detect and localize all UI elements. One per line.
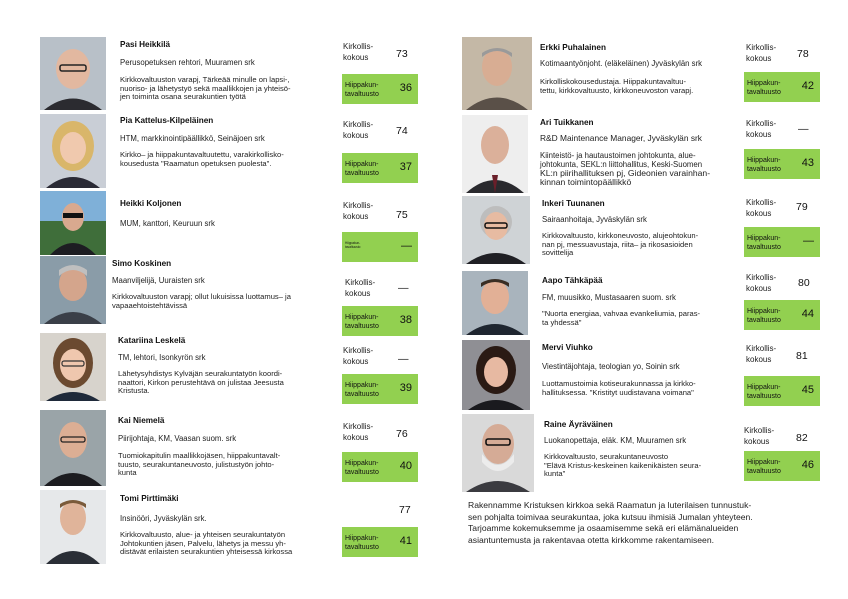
kirkolliskokous-label bbox=[744, 426, 774, 447]
hiippakuntavaltuusto-label bbox=[345, 534, 379, 552]
candidate-role: Perusopetuksen rehtori, Muuramen srk bbox=[120, 58, 255, 67]
hiippakuntavaltuusto-label bbox=[345, 81, 379, 99]
candidate-photo bbox=[462, 271, 528, 335]
label-line: kokous bbox=[343, 432, 369, 442]
candidate-card bbox=[40, 333, 420, 405]
desc-line: tuusto, seurakuntaneuvosto, julistustyön johto- bbox=[118, 459, 275, 469]
hiippakuntavaltuusto-label bbox=[747, 79, 781, 97]
candidate-photo bbox=[40, 191, 106, 255]
kirkolliskokous-label bbox=[343, 42, 373, 63]
candidate-name: Heikki Koljonen bbox=[120, 199, 182, 208]
desc-line: ta yhdessä" bbox=[542, 317, 582, 327]
label-line: kokous bbox=[343, 130, 369, 140]
label-line: Hiippakun- bbox=[747, 384, 781, 391]
kirkolliskokous-number: 75 bbox=[396, 209, 408, 221]
label-line: Kirkollis- bbox=[746, 198, 777, 207]
label-line: Hiippakun- bbox=[345, 314, 379, 321]
label-line: kokous bbox=[343, 52, 369, 62]
label-line: tavaltuusto bbox=[345, 170, 379, 177]
hiippakuntavaltuusto-label bbox=[747, 458, 781, 476]
candidate-photo bbox=[40, 114, 106, 188]
desc-line: hallituksessa. "Kristityt uudistavana voimana" bbox=[542, 387, 694, 397]
hiippakuntavaltuusto-box bbox=[744, 300, 820, 330]
desc-line: jen toiminta osana seurakuntien työtä bbox=[120, 92, 246, 102]
label-line: Hiippakun- bbox=[345, 161, 379, 168]
hiippakuntavaltuusto-number: 39 bbox=[399, 382, 412, 394]
kirkolliskokous-number: — bbox=[798, 123, 809, 135]
desc-line: Tuomiokapitulin maallikkojäsen, hiippakuntavalt- bbox=[118, 451, 281, 460]
candidate-description bbox=[120, 76, 291, 102]
desc-line: kinnan toimintopäällikkö bbox=[540, 177, 632, 187]
label-line: Kirkollis- bbox=[343, 120, 374, 129]
portrait-image bbox=[40, 191, 106, 255]
kirkolliskokous-number: 78 bbox=[797, 48, 809, 60]
desc-line: Kirkolliskokousedustaja. Hiippakuntavaltuu- bbox=[540, 77, 687, 86]
hiippakuntavaltuusto-label bbox=[747, 307, 781, 325]
label-line: Kirkollis- bbox=[746, 273, 777, 282]
hiippakuntavaltuusto-label bbox=[747, 234, 781, 252]
statement-line: asiantuntemusta ja rakentavaa otetta kirkkomme rakentamiseen. bbox=[468, 534, 715, 545]
label-line: Kirkollis- bbox=[746, 43, 777, 52]
candidate-photo bbox=[40, 410, 106, 486]
portrait-image bbox=[462, 340, 530, 410]
hiippakuntavaltuusto-box bbox=[342, 153, 418, 183]
label-line: Hiippakun- bbox=[345, 535, 379, 542]
hiippakuntavaltuusto-box bbox=[744, 72, 820, 102]
candidate-role: Maanviljelijä, Uuraisten srk bbox=[112, 276, 205, 285]
portrait-image bbox=[40, 410, 106, 486]
desc-line: Kirkkovaltuusto, seurakuntaneuvosto bbox=[544, 452, 669, 461]
candidate-name: Inkeri Tuunanen bbox=[542, 199, 605, 208]
desc-line: sovittelija bbox=[542, 248, 574, 258]
desc-line: Kristusta. bbox=[118, 386, 150, 396]
candidate-photo bbox=[462, 115, 528, 193]
candidate-card bbox=[462, 196, 848, 266]
kirkolliskokous-number: 80 bbox=[798, 277, 810, 289]
candidate-card bbox=[462, 414, 848, 494]
candidate-description bbox=[542, 380, 696, 397]
candidate-description bbox=[540, 151, 710, 187]
label-line: Kirkollis- bbox=[744, 426, 775, 435]
desc-line: Kirkkovaltuuston varapj, Tärkeää minulle on lapsi-, bbox=[120, 75, 290, 84]
kirkolliskokous-label bbox=[345, 278, 375, 299]
label-line: Kirkollis- bbox=[345, 278, 376, 287]
desc-line: Kiinteistö- ja hautaustoimen johtokunta, alue- bbox=[540, 151, 696, 160]
candidate-description bbox=[112, 293, 291, 310]
label-line: kokous bbox=[746, 208, 772, 218]
kirkolliskokous-label bbox=[343, 346, 373, 367]
candidate-description bbox=[542, 232, 698, 258]
candidate-name: Kai Niemelä bbox=[118, 416, 165, 425]
candidate-card bbox=[40, 191, 420, 257]
candidate-role: Kotimaantyönjoht. (eläkeläinen) Jyväskylän srk bbox=[540, 59, 703, 68]
candidate-name: Raine Äyräväinen bbox=[544, 420, 613, 429]
candidate-name: Simo Koskinen bbox=[112, 259, 172, 268]
candidate-card bbox=[462, 115, 848, 195]
candidate-name: Pia Kattelus-Kilpeläinen bbox=[120, 116, 214, 125]
label-line: Kirkollis- bbox=[746, 344, 777, 353]
label-line: tavaltuusto bbox=[345, 245, 361, 249]
desc-line: johtokunta, SEKL:n liittohallitus, Keski-Suomen bbox=[540, 160, 703, 169]
desc-line: vapaaehtoistehtävissä bbox=[112, 300, 188, 310]
desc-line: naattori, Kirkon perustehtävä on julistaa Jeesusta bbox=[118, 377, 284, 387]
portrait-image bbox=[462, 37, 532, 110]
candidate-photo bbox=[462, 37, 532, 110]
candidate-card bbox=[40, 410, 420, 488]
candidate-name: Katariina Leskelä bbox=[118, 336, 186, 345]
kirkolliskokous-number: 73 bbox=[396, 48, 408, 60]
desc-line: Kirkko– ja hiippakuntavaltuutettu, varakirkollisko- bbox=[120, 150, 284, 159]
label-line: tavaltuusto bbox=[345, 91, 379, 98]
desc-line: nan pj, messuavustaja, riita– ja rikosasioiden bbox=[542, 239, 693, 249]
hiippakuntavaltuusto-label bbox=[747, 383, 781, 401]
kirkolliskokous-number: 77 bbox=[399, 504, 411, 516]
closing-statement bbox=[468, 500, 828, 546]
candidate-card bbox=[40, 490, 420, 570]
candidate-role: Luokanopettaja, eläk. KM, Muuramen srk bbox=[544, 436, 687, 445]
desc-line: Lähetysyhdistys Kylväjän seurakuntatyön koordi- bbox=[118, 369, 283, 378]
kirkolliskokous-number: — bbox=[398, 282, 409, 294]
hiippakuntavaltuusto-box bbox=[342, 452, 418, 482]
hiippakuntavaltuusto-number: 45 bbox=[801, 384, 814, 396]
kirkolliskokous-label bbox=[343, 201, 373, 222]
label-line: Hiippakun- bbox=[747, 459, 781, 466]
portrait-image bbox=[462, 271, 528, 335]
hiippakuntavaltuusto-label bbox=[345, 160, 379, 178]
candidate-name: Aapo Tähkäpää bbox=[542, 276, 603, 285]
candidate-description bbox=[540, 78, 693, 95]
hiippakuntavaltuusto-number: — bbox=[803, 235, 814, 247]
label-line: Hiippakun- bbox=[345, 241, 361, 245]
candidate-photo bbox=[462, 340, 530, 410]
label-line: tavaltuusto bbox=[345, 391, 379, 398]
hiippakuntavaltuusto-number: 37 bbox=[399, 161, 412, 173]
desc-line: Kirkkovaltuusto, kirkkoneuvosto, alujeohtokun- bbox=[542, 231, 699, 240]
candidate-name: Erkki Puhalainen bbox=[540, 43, 606, 52]
candidate-role: TM, lehtori, Isonkyrön srk bbox=[118, 353, 206, 362]
label-line: kokous bbox=[744, 436, 770, 446]
hiippakuntavaltuusto-box bbox=[342, 374, 418, 404]
candidate-name: Pasi Heikkilä bbox=[120, 40, 171, 49]
candidate-photo bbox=[40, 490, 106, 564]
desc-line: "Elävä Kristus-keskeinen kaikenikäisten seura- bbox=[544, 460, 702, 470]
candidate-role: MUM, kanttori, Keuruun srk bbox=[120, 219, 215, 228]
hiippakuntavaltuusto-number: 46 bbox=[801, 459, 814, 471]
hiippakuntavaltuusto-box bbox=[342, 306, 418, 336]
label-line: tavaltuusto bbox=[747, 393, 781, 400]
candidate-photo bbox=[40, 333, 106, 401]
hiippakuntavaltuusto-number: 38 bbox=[399, 314, 412, 326]
portrait-image bbox=[40, 256, 106, 324]
desc-line: kunta" bbox=[544, 469, 566, 479]
kirkolliskokous-number: 82 bbox=[796, 432, 808, 444]
label-line: Hiippakun- bbox=[747, 157, 781, 164]
kirkolliskokous-label bbox=[343, 120, 373, 141]
label-line: Hiippakun- bbox=[345, 460, 379, 467]
candidate-description bbox=[118, 370, 284, 396]
hiippakuntavaltuusto-box bbox=[342, 74, 418, 104]
candidate-role: HTM, markkinointipäällikkö, Seinäjoen srk bbox=[120, 134, 265, 143]
candidate-card bbox=[40, 37, 420, 112]
candidate-description bbox=[544, 453, 701, 479]
label-line: kokous bbox=[746, 354, 772, 364]
hiippakuntavaltuusto-box bbox=[744, 149, 820, 179]
label-line: Hiippakun- bbox=[747, 235, 781, 242]
candidate-role: FM, muusikko, Mustasaaren suom. srk bbox=[542, 293, 676, 302]
portrait-image bbox=[462, 414, 534, 492]
hiippakuntavaltuusto-box bbox=[744, 451, 820, 481]
portrait-image bbox=[40, 333, 106, 401]
hiippakuntavaltuusto-number: 43 bbox=[801, 157, 814, 169]
candidate-description bbox=[118, 452, 280, 478]
label-line: kokous bbox=[343, 356, 369, 366]
label-line: Hiippakun- bbox=[747, 80, 781, 87]
desc-line: tettu, kirkkovaltuusto, kirkkoneuvoston varapj. bbox=[540, 85, 694, 95]
kirkolliskokous-label bbox=[746, 273, 776, 294]
hiippakuntavaltuusto-label bbox=[345, 313, 379, 331]
label-line: kokous bbox=[345, 288, 371, 298]
kirkolliskokous-number: 74 bbox=[396, 125, 408, 137]
label-line: kokous bbox=[746, 283, 772, 293]
candidate-role: Viestintäjohtaja, teologian yo, Soinin srk bbox=[542, 362, 680, 371]
label-line: tavaltuusto bbox=[747, 166, 781, 173]
label-line: kokous bbox=[343, 211, 369, 221]
label-line: Kirkollis- bbox=[343, 422, 374, 431]
candidate-photo bbox=[40, 37, 106, 110]
hiippakuntavaltuusto-number: — bbox=[401, 240, 412, 252]
hiippakuntavaltuusto-label bbox=[345, 381, 379, 399]
desc-line: nuoriso- ja lähetystyö sekä maallikkojen ja yhteisö- bbox=[120, 83, 291, 93]
hiippakuntavaltuusto-number: 41 bbox=[399, 535, 412, 547]
candidate-role: R&D Maintenance Manager, Jyväskylän srk bbox=[540, 133, 702, 143]
hiippakuntavaltuusto-box bbox=[744, 227, 820, 257]
desc-line: kousedusta "Raamatun opetuksen puolesta". bbox=[120, 158, 272, 168]
candidate-name: Tomi Pirttimäki bbox=[120, 494, 179, 503]
desc-line: Kirkkovaltuusto, alue- ja yhteisen seurakuntatyön bbox=[120, 530, 286, 539]
desc-line: Luottamustoimia kotiseurakunnassa ja kirkko- bbox=[542, 379, 696, 388]
portrait-image bbox=[462, 115, 528, 193]
label-line: tavaltuusto bbox=[747, 317, 781, 324]
label-line: Hiippakun- bbox=[747, 308, 781, 315]
candidate-role: Insinööri, Jyväskylän srk. bbox=[120, 514, 207, 523]
kirkolliskokous-label bbox=[746, 119, 776, 140]
kirkolliskokous-number: 76 bbox=[396, 428, 408, 440]
kirkolliskokous-number: 81 bbox=[796, 350, 808, 362]
hiippakuntavaltuusto-box bbox=[744, 376, 820, 406]
hiippakuntavaltuusto-label bbox=[345, 459, 379, 477]
statement-line: Rakennamme Kristuksen kirkkoa sekä Raamatun ja luterilaisen tunnustuk- bbox=[468, 500, 752, 510]
label-line: tavaltuusto bbox=[747, 468, 781, 475]
candidate-role: Piirijohtaja, KM, Vaasan suom. srk bbox=[118, 434, 237, 443]
label-line: Hiippakun- bbox=[345, 82, 379, 89]
candidate-role: Sairaanhoitaja, Jyväskylän srk bbox=[542, 215, 647, 224]
candidate-card bbox=[462, 271, 848, 337]
candidate-description bbox=[120, 151, 284, 168]
candidate-card bbox=[462, 37, 848, 112]
desc-line: "Nuorta energiaa, vahvaa evankeliumia, paras- bbox=[542, 309, 701, 318]
label-line: Kirkollis- bbox=[343, 346, 374, 355]
desc-line: Kirkkovaltuuston varapj; ollut lukuisissa luottamus– ja bbox=[112, 292, 291, 301]
candidate-description bbox=[542, 310, 700, 327]
portrait-image bbox=[40, 114, 106, 188]
desc-line: KL:n piirihallituksen pj, Gideonien varainhan- bbox=[540, 168, 711, 178]
portrait-image bbox=[462, 196, 530, 264]
portrait-image bbox=[40, 490, 106, 564]
candidate-photo bbox=[462, 414, 534, 492]
statement-line: sen pohjalta toimivaa seurakuntaa, joka kutsuu ihmisiä Jumalan yhteyteen. bbox=[468, 511, 753, 522]
portrait-image bbox=[40, 37, 106, 110]
kirkolliskokous-label bbox=[343, 422, 373, 443]
label-line: Kirkollis- bbox=[746, 119, 777, 128]
label-line: tavaltuusto bbox=[345, 469, 379, 476]
candidate-name: Mervi Viuhko bbox=[542, 343, 593, 352]
kirkolliskokous-number: 79 bbox=[796, 201, 808, 213]
hiippakuntavaltuusto-number: 36 bbox=[399, 82, 412, 94]
kirkolliskokous-label bbox=[746, 43, 776, 64]
candidate-card bbox=[40, 114, 420, 188]
candidate-photo bbox=[40, 256, 106, 324]
desc-line: Johtokuntien jäsen, Palvelu, lähetys ja messu yh- bbox=[120, 538, 286, 548]
hiippakuntavaltuusto-number: 40 bbox=[399, 460, 412, 472]
label-line: Kirkollis- bbox=[343, 42, 374, 51]
label-line: Hiippakun- bbox=[345, 382, 379, 389]
hiippakuntavaltuusto-number: 44 bbox=[801, 308, 814, 320]
hiippakuntavaltuusto-label bbox=[747, 156, 781, 174]
candidate-card bbox=[462, 340, 848, 412]
label-line: tavaltuusto bbox=[747, 89, 781, 96]
desc-line: kunta bbox=[118, 468, 137, 478]
hiippakuntavaltuusto-number: 42 bbox=[801, 80, 814, 92]
statement-line: Tarjoamme kokemuksemme ja osaamisemme sekä eri elämänalueiden bbox=[468, 523, 739, 534]
kirkolliskokous-label bbox=[746, 198, 776, 219]
label-line: Kirkollis- bbox=[343, 201, 374, 210]
hiippakuntavaltuusto-box bbox=[342, 527, 418, 557]
kirkolliskokous-label bbox=[746, 344, 776, 365]
label-line: kokous bbox=[746, 129, 772, 139]
label-line: tavaltuusto bbox=[345, 544, 379, 551]
label-line: tavaltuusto bbox=[747, 244, 781, 251]
hiippakuntavaltuusto-label bbox=[345, 241, 360, 249]
desc-line: distävät erilaisten seurakuntien yhteisessä kirkossa bbox=[120, 547, 293, 557]
candidate-card bbox=[40, 256, 420, 328]
label-line: kokous bbox=[746, 53, 772, 63]
label-line: tavaltuusto bbox=[345, 323, 379, 330]
candidate-description bbox=[120, 531, 292, 557]
kirkolliskokous-number: — bbox=[398, 353, 409, 365]
candidate-name: Ari Tuikkanen bbox=[540, 118, 594, 127]
candidate-photo bbox=[462, 196, 530, 264]
